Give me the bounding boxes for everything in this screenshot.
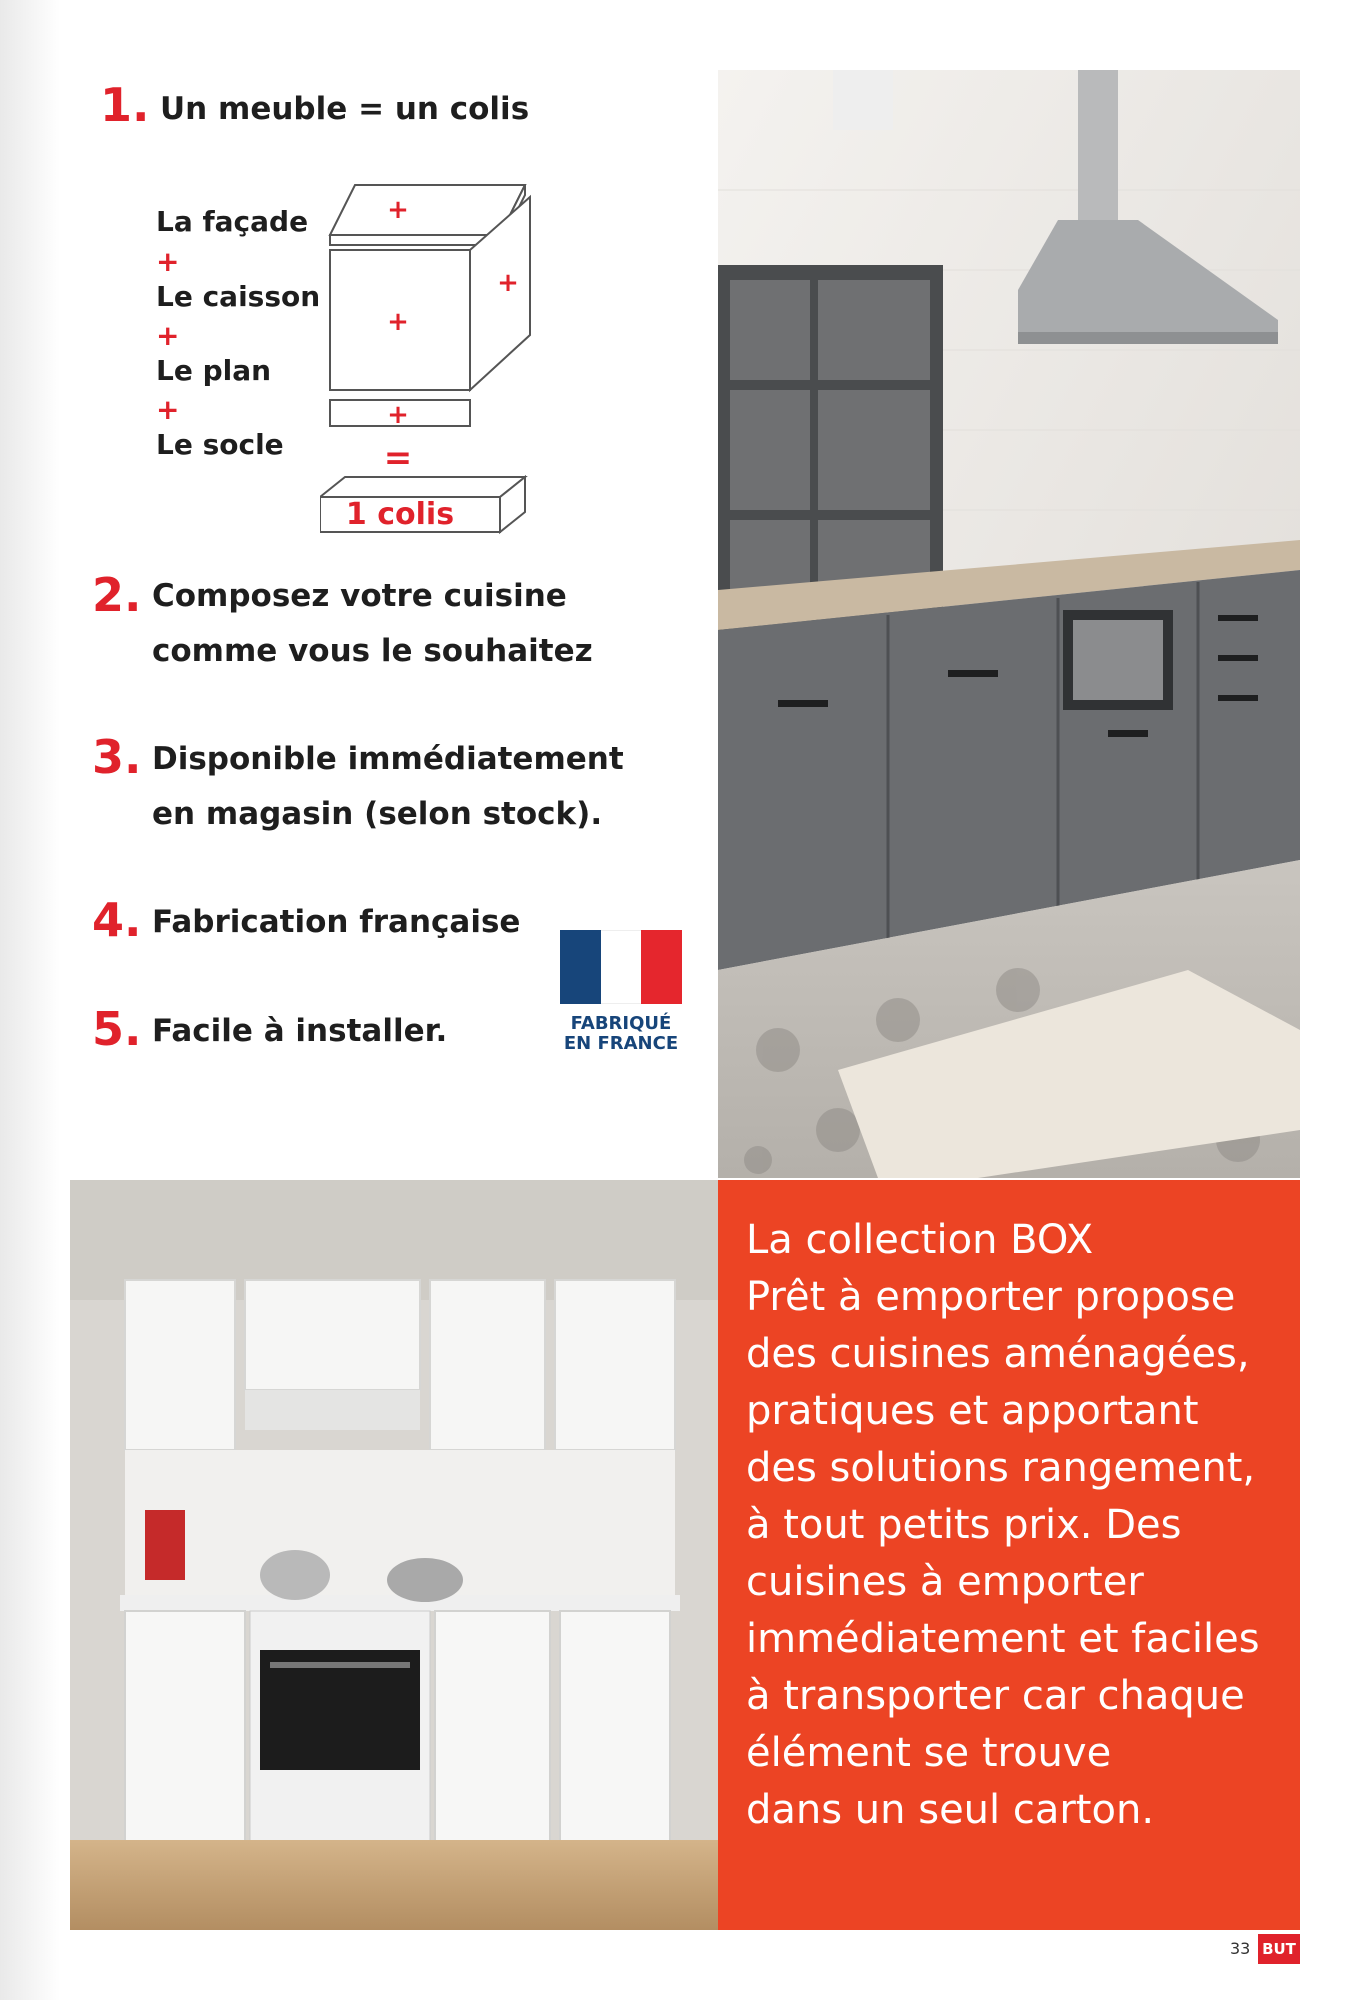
- result-colis-label: 1 colis: [345, 497, 455, 532]
- made-in-france-badge: [560, 930, 682, 1060]
- plus-sign: +: [156, 393, 180, 426]
- grey-kitchen-illustration: [718, 70, 1300, 1178]
- step-4-number: 4.: [92, 893, 142, 947]
- white-kitchen-illustration: [70, 1180, 718, 1930]
- brand-logo: BUT: [1258, 1934, 1300, 1964]
- part-plan-label: Le plan: [156, 354, 272, 387]
- page-number: 33: [1230, 1939, 1251, 1958]
- step-3-line-2: en magasin (selon stock).: [152, 796, 603, 832]
- step-3-line-1: Disponible immédiatement: [152, 741, 624, 777]
- white-kitchen-photo: [70, 1180, 718, 1930]
- diagram-equals: =: [383, 438, 413, 478]
- step-2-line-1: Composez votre cuisine: [152, 578, 567, 614]
- part-facade-label: La façade: [156, 205, 309, 238]
- step-2-number: 2.: [92, 568, 142, 622]
- part-socle-label: Le socle: [156, 428, 284, 461]
- part-caisson-label: Le caisson: [156, 280, 321, 313]
- furniture-parts-diagram: [320, 175, 540, 545]
- step-4-text: Fabrication française: [152, 904, 521, 940]
- grey-kitchen-photo: [718, 70, 1300, 1178]
- step-2-line-2: comme vous le souhaitez: [152, 633, 593, 669]
- page-edge-shadow: [0, 0, 60, 2000]
- step-3-number: 3.: [92, 730, 142, 784]
- step-5-text: Facile à installer.: [152, 1013, 448, 1049]
- collection-info-box: [718, 1180, 1300, 1930]
- diagram-plus-front: +: [387, 307, 409, 337]
- step-1-text: Un meuble = un colis: [160, 91, 530, 127]
- collection-description: La collection BOX Prêt à emporter propose des cuisines aménagées, pratiques et apportant des solutions rangement, à tout petits prix. Des cuisines à emporter immédiatement et faciles à transporter car chaque élément se trouve dans un seul carton.: [746, 1217, 1260, 1833]
- plus-sign: +: [156, 319, 180, 352]
- diagram-plus-plinth: +: [387, 400, 409, 430]
- made-in-france-text: [550, 1014, 692, 1054]
- badge-line-2: EN FRANCE: [563, 1032, 679, 1054]
- diagram-plus-top: +: [387, 195, 409, 225]
- badge-line-1: FABRIQUÉ: [570, 1013, 672, 1034]
- cabinet-box-drawing: [320, 185, 530, 532]
- diagram-plus-side: +: [497, 268, 519, 298]
- step-5-number: 5.: [92, 1002, 142, 1056]
- french-flag-icon: [560, 930, 682, 1004]
- step-1-number: 1.: [100, 78, 150, 132]
- plus-sign: +: [156, 245, 180, 278]
